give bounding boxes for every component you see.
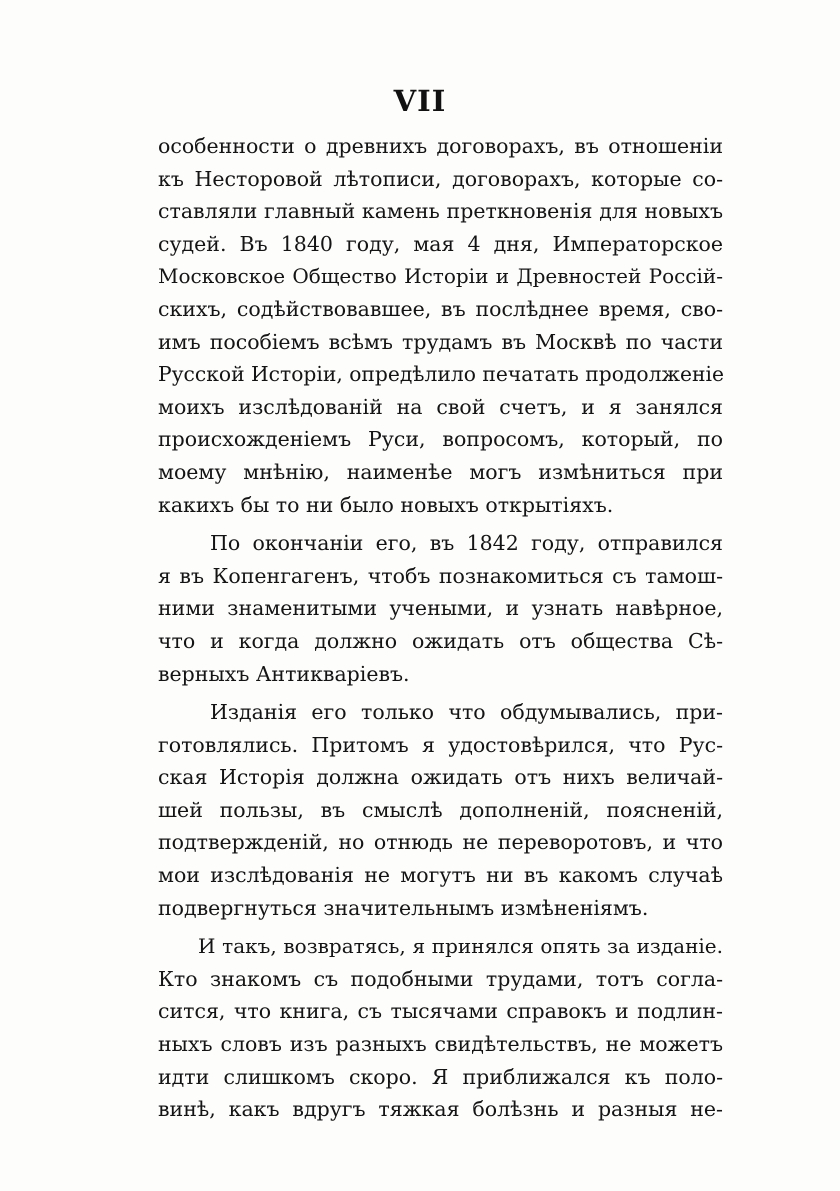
text-line: И такъ, возвратясь, я принялся опять за изданіе. [198,934,723,959]
text-line: Изданія его только что обдумывались, при- [210,700,723,725]
text-line: подтвержденій, но отнюдь не переворотовъ, и что [158,830,723,855]
text-line: винѣ, какъ вдругъ тяжкая болѣзнь и разныя не- [158,1097,723,1122]
text-line: верныхъ Антикваріевъ. [158,661,410,686]
text-line: къ Несторовой лѣтописи, договорахъ, которые со- [158,166,723,191]
body-text [158,130,723,1126]
paragraph-3 [158,696,723,924]
text-line: моему мнѣнію, наименѣе могъ измѣниться при [158,459,723,484]
text-line: мои изслѣдованія не могутъ ни въ какомъ случаѣ [158,863,723,888]
paragraph-1 [158,130,723,521]
text-line: имъ пособіемъ всѣмъ трудамъ въ Москвѣ по части [158,329,723,354]
text-line: ставляли главный камень преткновенія для новыхъ [158,199,723,224]
paragraph-4 [158,930,723,1126]
text-line: Московское Общество Исторіи и Древностей Россій- [158,264,723,289]
paragraph-2 [158,527,723,690]
text-line: Кто знакомъ съ подобными трудами, тотъ согла- [158,966,723,991]
text-line: идти слишкомъ скоро. Я приближался къ поло- [158,1064,723,1089]
page-number: VII [393,84,447,118]
text-line: происхожденіемъ Руси, вопросомъ, который, по [158,427,723,452]
text-line: какихъ бы то ни было новыхъ открытіяхъ. [158,492,614,517]
text-line: судей. Въ 1840 году, мая 4 дня, Императорское [158,231,723,256]
text-line: Русской Исторіи, опредѣлило печатать продолженіе [158,362,725,387]
text-line: подвергнуться значительнымъ измѣненіямъ. [158,895,649,920]
text-line: шей пользы, въ смыслѣ дополненій, поясненій, [158,797,723,822]
text-line: ская Исторія должна ожидать отъ нихъ величай- [158,765,723,790]
text-line: скихъ, содѣйствовавшее, въ послѣднее время, сво- [158,296,723,321]
text-line: сится, что книга, съ тысячами справокъ и подлин- [158,999,723,1024]
text-line: ныхъ словъ изъ разныхъ свидѣтельствъ, не можетъ [158,1032,723,1057]
text-line: ними знаменитыми учеными, и узнать навѣрное, [158,596,723,621]
text-line: По окончаніи его, въ 1842 году, отправился [210,531,723,556]
text-line: готовлялись. Притомъ я удостовѣрился, что Рус- [158,732,723,757]
text-line: я въ Копенгагенъ, чтобъ познакомиться съ тамош- [158,563,723,588]
text-line: моихъ изслѣдованій на свой счетъ, и я занялся [158,394,723,419]
text-line: что и когда должно ожидать отъ общества Сѣ- [158,628,723,653]
text-line: особенности о древнихъ договорахъ, въ отношеніи [158,134,723,158]
